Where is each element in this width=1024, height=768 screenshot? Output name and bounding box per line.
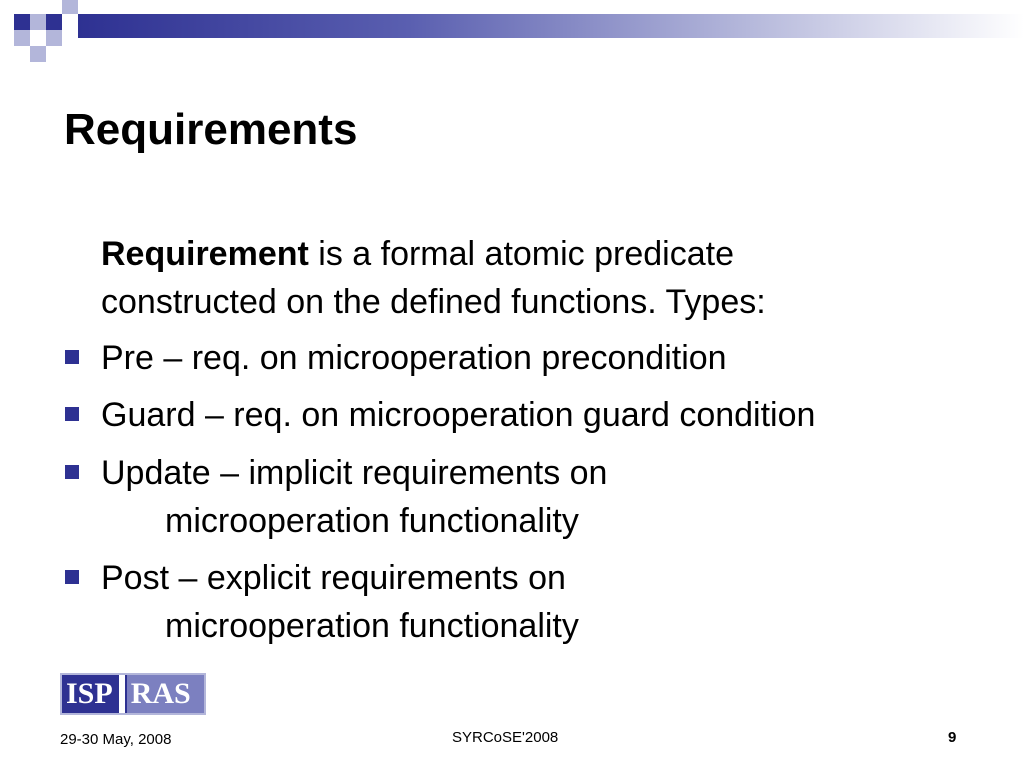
bullet-text: Update – implicit requirements on — [101, 454, 608, 492]
header-gradient-bar — [78, 14, 1024, 38]
footer-date: 29-30 May, 2008 — [60, 731, 172, 748]
logo-divider — [117, 675, 127, 713]
bullet-text: Pre – req. on microoperation precondition — [101, 339, 727, 377]
logo-text-isp: ISP — [62, 675, 117, 713]
bullet-square-icon — [65, 465, 79, 479]
bullet-text-continuation: microoperation functionality — [165, 502, 579, 540]
bullet-square-icon — [65, 350, 79, 364]
intro-text: is a formal atomic predicate — [308, 235, 734, 273]
decor-square — [46, 30, 62, 46]
intro-paragraph — [101, 230, 981, 326]
ispras-logo — [60, 673, 206, 715]
bullet-text-continuation: microoperation functionality — [165, 607, 579, 645]
decor-square — [30, 46, 46, 62]
logo-text-ras: RAS — [127, 675, 204, 713]
decor-square — [30, 14, 46, 30]
decor-square — [14, 30, 30, 46]
decor-square — [46, 14, 62, 30]
footer-conference: SYRCoSE'2008 — [452, 729, 559, 746]
bullet-item — [101, 334, 981, 382]
bullet-text: Guard – req. on microoperation guard condition — [101, 396, 816, 434]
page-number: 9 — [948, 729, 957, 746]
bullet-square-icon — [65, 407, 79, 421]
decor-square — [62, 0, 78, 14]
decor-square — [14, 14, 30, 30]
bullet-item — [101, 449, 981, 545]
bullet-item — [101, 554, 981, 650]
intro-term: Requirement — [101, 235, 309, 273]
intro-text-line2: constructed on the defined functions. Types: — [101, 283, 766, 321]
slide-title: Requirements — [64, 105, 358, 154]
bullet-text: Post – explicit requirements on — [101, 559, 566, 597]
bullet-item — [101, 391, 981, 439]
bullet-square-icon — [65, 570, 79, 584]
